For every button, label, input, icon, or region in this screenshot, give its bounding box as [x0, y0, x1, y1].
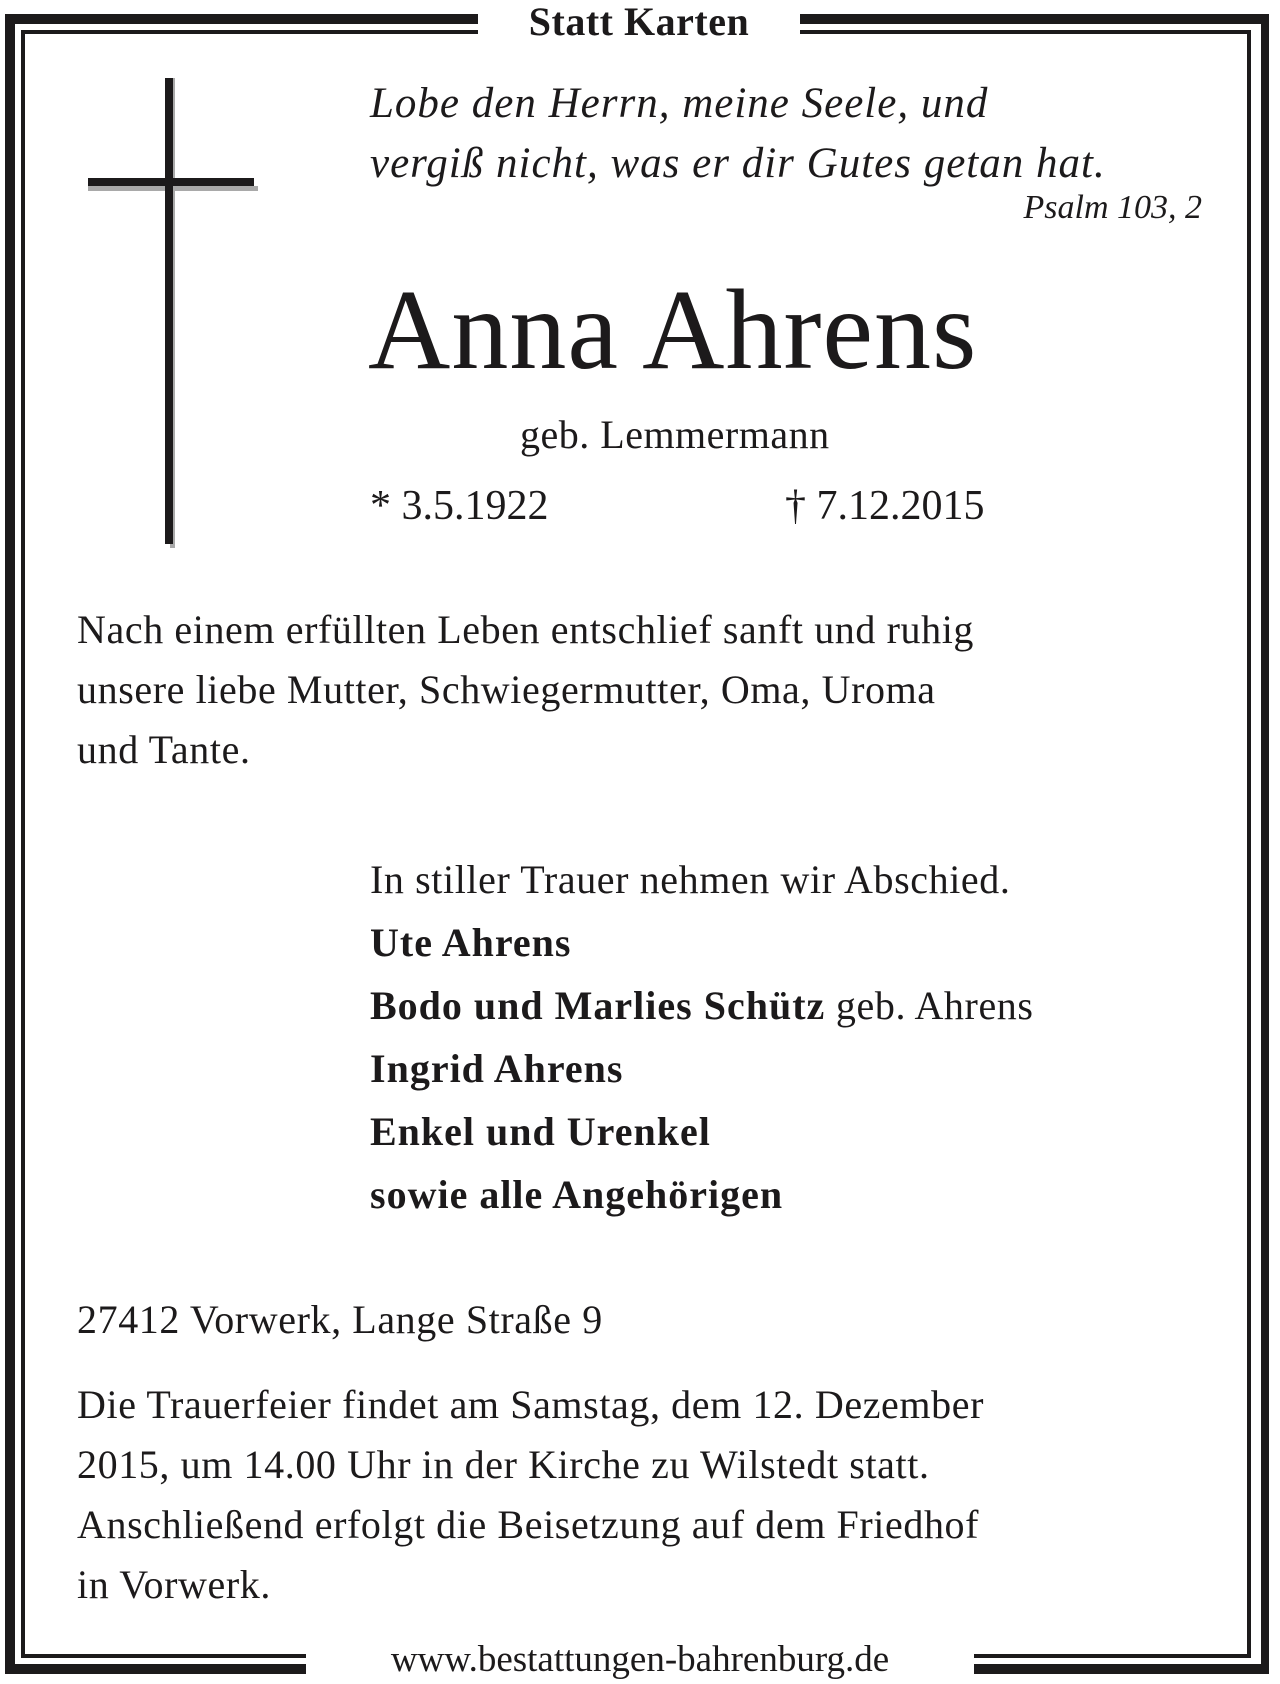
obituary-message: [77, 600, 1207, 780]
mourners-block: [370, 848, 1220, 1226]
mourner-5: sowie alle Angehörigen: [370, 1172, 784, 1217]
message-line-1: Nach einem erfüllten Leben entschlief sanft und ruhig: [77, 607, 975, 652]
header-label: Statt Karten: [478, 0, 800, 46]
message-line-2: unsere liebe Mutter, Schwiegermutter, Oma, Uroma: [77, 667, 936, 712]
mourner-4: Enkel und Urenkel: [370, 1109, 711, 1154]
psalm-verse: [370, 74, 1200, 194]
cross-icon: [88, 78, 258, 548]
mourner-2-suffix: geb. Ahrens: [825, 983, 1034, 1028]
family-address: 27412 Vorwerk, Lange Straße 9: [77, 1297, 603, 1342]
ceremony-line-1: Die Trauerfeier findet am Samstag, dem 12. Dezember: [77, 1382, 984, 1427]
birth-name: geb. Lemmermann: [520, 412, 830, 457]
funeral-ceremony-info: [77, 1375, 1227, 1615]
verse-line-2: vergiß nicht, was er dir Gutes getan hat.: [370, 140, 1106, 187]
mourner-1: Ute Ahrens: [370, 920, 572, 965]
mourner-2: Bodo und Marlies Schütz: [370, 983, 826, 1028]
death-date: † 7.12.2015: [785, 483, 985, 529]
ceremony-line-4: in Vorwerk.: [77, 1562, 272, 1607]
ceremony-line-3: Anschließend erfolgt die Beisetzung auf dem Friedhof: [77, 1502, 980, 1547]
ceremony-line-2: 2015, um 14.00 Uhr in der Kirche zu Wilstedt statt.: [77, 1442, 930, 1487]
mourners-intro: In stiller Trauer nehmen wir Abschied.: [370, 857, 1011, 902]
deceased-name: Anna Ahrens: [368, 266, 978, 393]
mourner-3: Ingrid Ahrens: [370, 1046, 624, 1091]
verse-reference: Psalm 103, 2: [1023, 189, 1202, 226]
birth-date: * 3.5.1922: [370, 483, 549, 529]
mourner-2-row: [370, 974, 1220, 1037]
message-line-3: und Tante.: [77, 727, 251, 772]
verse-line-1: Lobe den Herrn, meine Seele, und: [370, 80, 989, 127]
funeral-home-website: www.bestattungen-bahrenburg.de: [306, 1636, 974, 1684]
